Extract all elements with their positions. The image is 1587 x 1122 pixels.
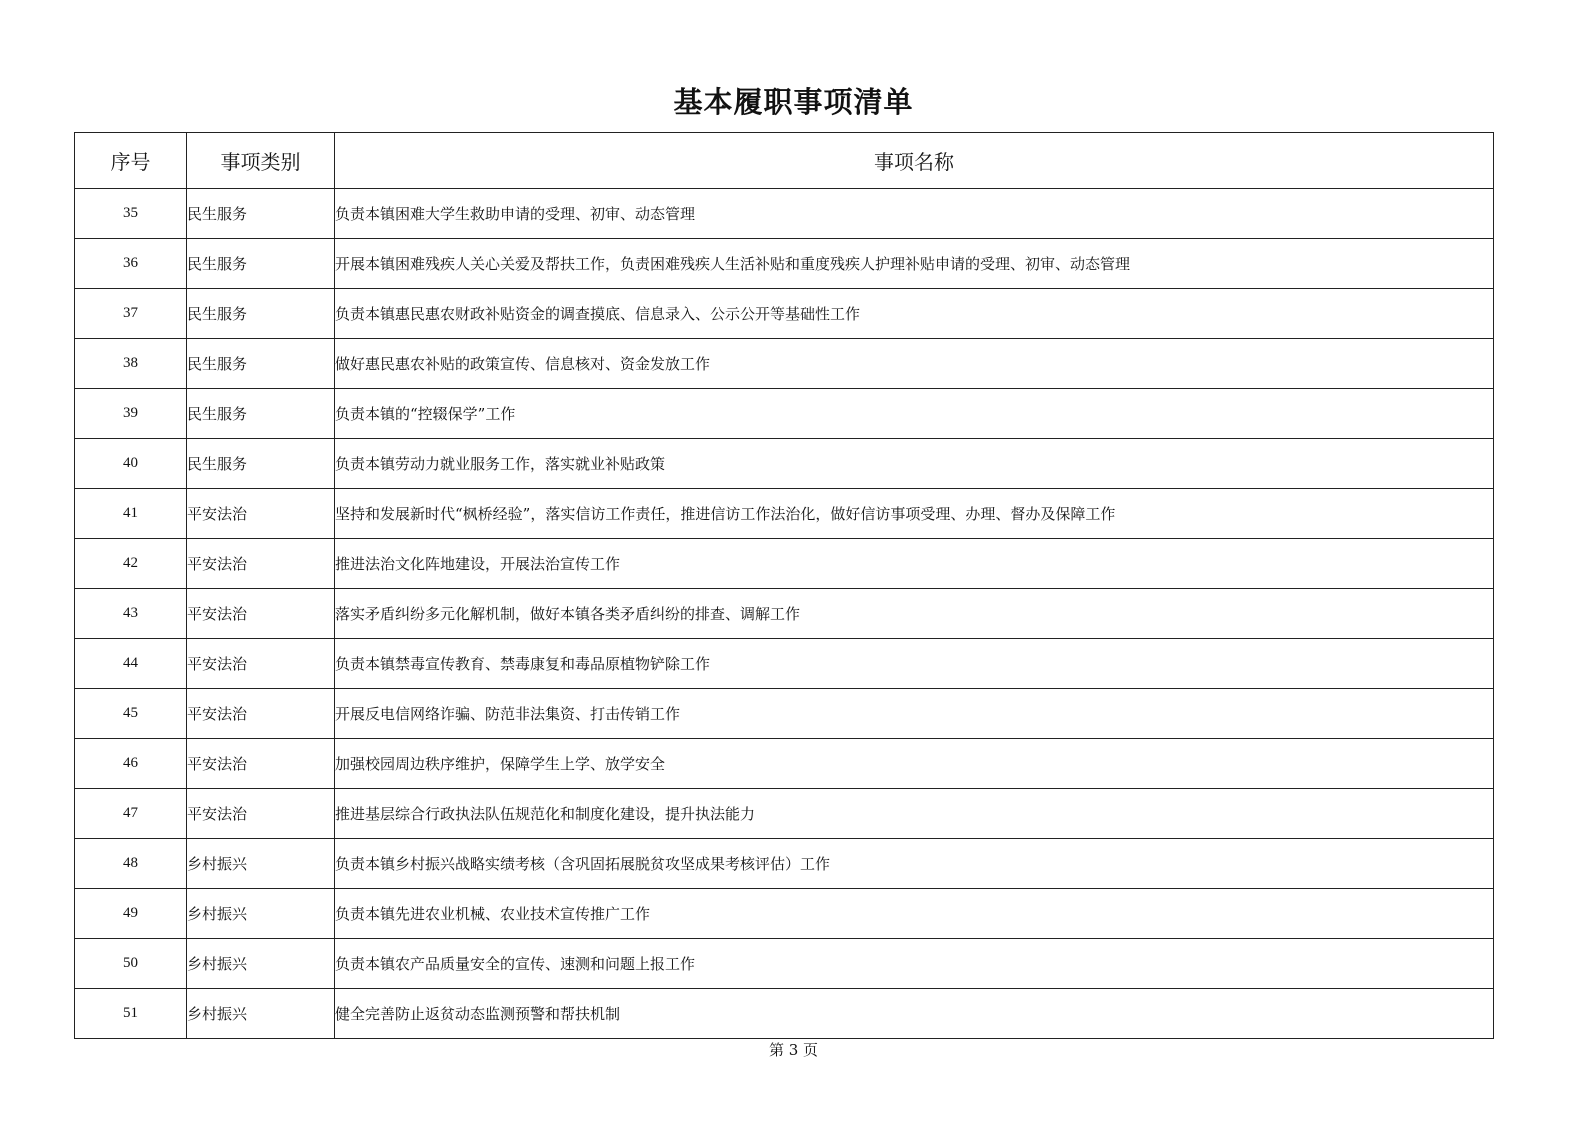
- row-item-name: 负责本镇惠民惠农财政补贴资金的调查摸底、信息录入、公示公开等基础性工作: [335, 289, 1494, 339]
- row-number: 40: [75, 439, 187, 489]
- row-category: 民生服务: [187, 339, 335, 389]
- row-number: 38: [75, 339, 187, 389]
- row-category: 民生服务: [187, 389, 335, 439]
- row-item-name: 开展本镇困难残疾人关心关爱及帮扶工作，负责困难残疾人生活补贴和重度残疾人护理补贴申请的受理、初审、动态管理: [335, 239, 1494, 289]
- row-number: 45: [75, 689, 187, 739]
- row-item-name: 负责本镇困难大学生救助申请的受理、初审、动态管理: [335, 189, 1494, 239]
- table-row: [75, 339, 1494, 389]
- row-item-name: 推进法治文化阵地建设，开展法治宣传工作: [335, 539, 1494, 589]
- table-row: [75, 639, 1494, 689]
- table-row: [75, 839, 1494, 889]
- duty-list-table: [74, 132, 1494, 1039]
- row-category: 民生服务: [187, 239, 335, 289]
- row-item-name: 落实矛盾纠纷多元化解机制，做好本镇各类矛盾纠纷的排查、调解工作: [335, 589, 1494, 639]
- table-row: [75, 389, 1494, 439]
- row-item-name: 负责本镇农产品质量安全的宣传、速测和问题上报工作: [335, 939, 1494, 989]
- row-category: 平安法治: [187, 589, 335, 639]
- table-header-row: [75, 133, 1494, 189]
- row-number: 51: [75, 989, 187, 1039]
- page-title: 基本履职事项清单: [673, 85, 914, 119]
- header-name: 事项名称: [335, 133, 1494, 189]
- row-number: 35: [75, 189, 187, 239]
- table-row: [75, 189, 1494, 239]
- table-row: [75, 439, 1494, 489]
- table-row: [75, 739, 1494, 789]
- table-row: [75, 589, 1494, 639]
- table-row: [75, 889, 1494, 939]
- row-category: 民生服务: [187, 289, 335, 339]
- header-no: 序号: [75, 133, 187, 189]
- table-row: [75, 289, 1494, 339]
- row-category: 平安法治: [187, 539, 335, 589]
- row-number: 44: [75, 639, 187, 689]
- row-category: 乡村振兴: [187, 939, 335, 989]
- row-number: 50: [75, 939, 187, 989]
- table-row: [75, 939, 1494, 989]
- row-item-name: 推进基层综合行政执法队伍规范化和制度化建设，提升执法能力: [335, 789, 1494, 839]
- row-item-name: 开展反电信网络诈骗、防范非法集资、打击传销工作: [335, 689, 1494, 739]
- row-item-name: 负责本镇先进农业机械、农业技术宣传推广工作: [335, 889, 1494, 939]
- row-number: 39: [75, 389, 187, 439]
- row-category: 乡村振兴: [187, 839, 335, 889]
- row-number: 49: [75, 889, 187, 939]
- row-number: 41: [75, 489, 187, 539]
- row-item-name: 加强校园周边秩序维护，保障学生上学、放学安全: [335, 739, 1494, 789]
- table-row: [75, 239, 1494, 289]
- row-category: 民生服务: [187, 439, 335, 489]
- row-item-name: 负责本镇劳动力就业服务工作，落实就业补贴政策: [335, 439, 1494, 489]
- row-number: 43: [75, 589, 187, 639]
- row-category: 乡村振兴: [187, 889, 335, 939]
- row-item-name: 坚持和发展新时代“枫桥经验”，落实信访工作责任，推进信访工作法治化，做好信访事项受理、办理、督办及保障工作: [335, 489, 1494, 539]
- row-category: 平安法治: [187, 789, 335, 839]
- row-category: 平安法治: [187, 689, 335, 739]
- row-item-name: 健全完善防止返贫动态监测预警和帮扶机制: [335, 989, 1494, 1039]
- row-item-name: 做好惠民惠农补贴的政策宣传、信息核对、资金发放工作: [335, 339, 1494, 389]
- table-row: [75, 789, 1494, 839]
- table-body: [75, 189, 1494, 1039]
- row-number: 36: [75, 239, 187, 289]
- row-category: 平安法治: [187, 489, 335, 539]
- row-category: 民生服务: [187, 189, 335, 239]
- row-item-name: 负责本镇禁毒宣传教育、禁毒康复和毒品原植物铲除工作: [335, 639, 1494, 689]
- row-number: 37: [75, 289, 187, 339]
- row-number: 42: [75, 539, 187, 589]
- header-category: 事项类别: [187, 133, 335, 189]
- table-row: [75, 539, 1494, 589]
- row-category: 平安法治: [187, 639, 335, 689]
- row-number: 48: [75, 839, 187, 889]
- table-row: [75, 689, 1494, 739]
- row-category: 平安法治: [187, 739, 335, 789]
- page-number: 第 3 页: [768, 1041, 819, 1059]
- row-item-name: 负责本镇乡村振兴战略实绩考核（含巩固拓展脱贫攻坚成果考核评估）工作: [335, 839, 1494, 889]
- row-item-name: 负责本镇的“控辍保学”工作: [335, 389, 1494, 439]
- row-category: 乡村振兴: [187, 989, 335, 1039]
- row-number: 47: [75, 789, 187, 839]
- row-number: 46: [75, 739, 187, 789]
- table-row: [75, 989, 1494, 1039]
- table-row: [75, 489, 1494, 539]
